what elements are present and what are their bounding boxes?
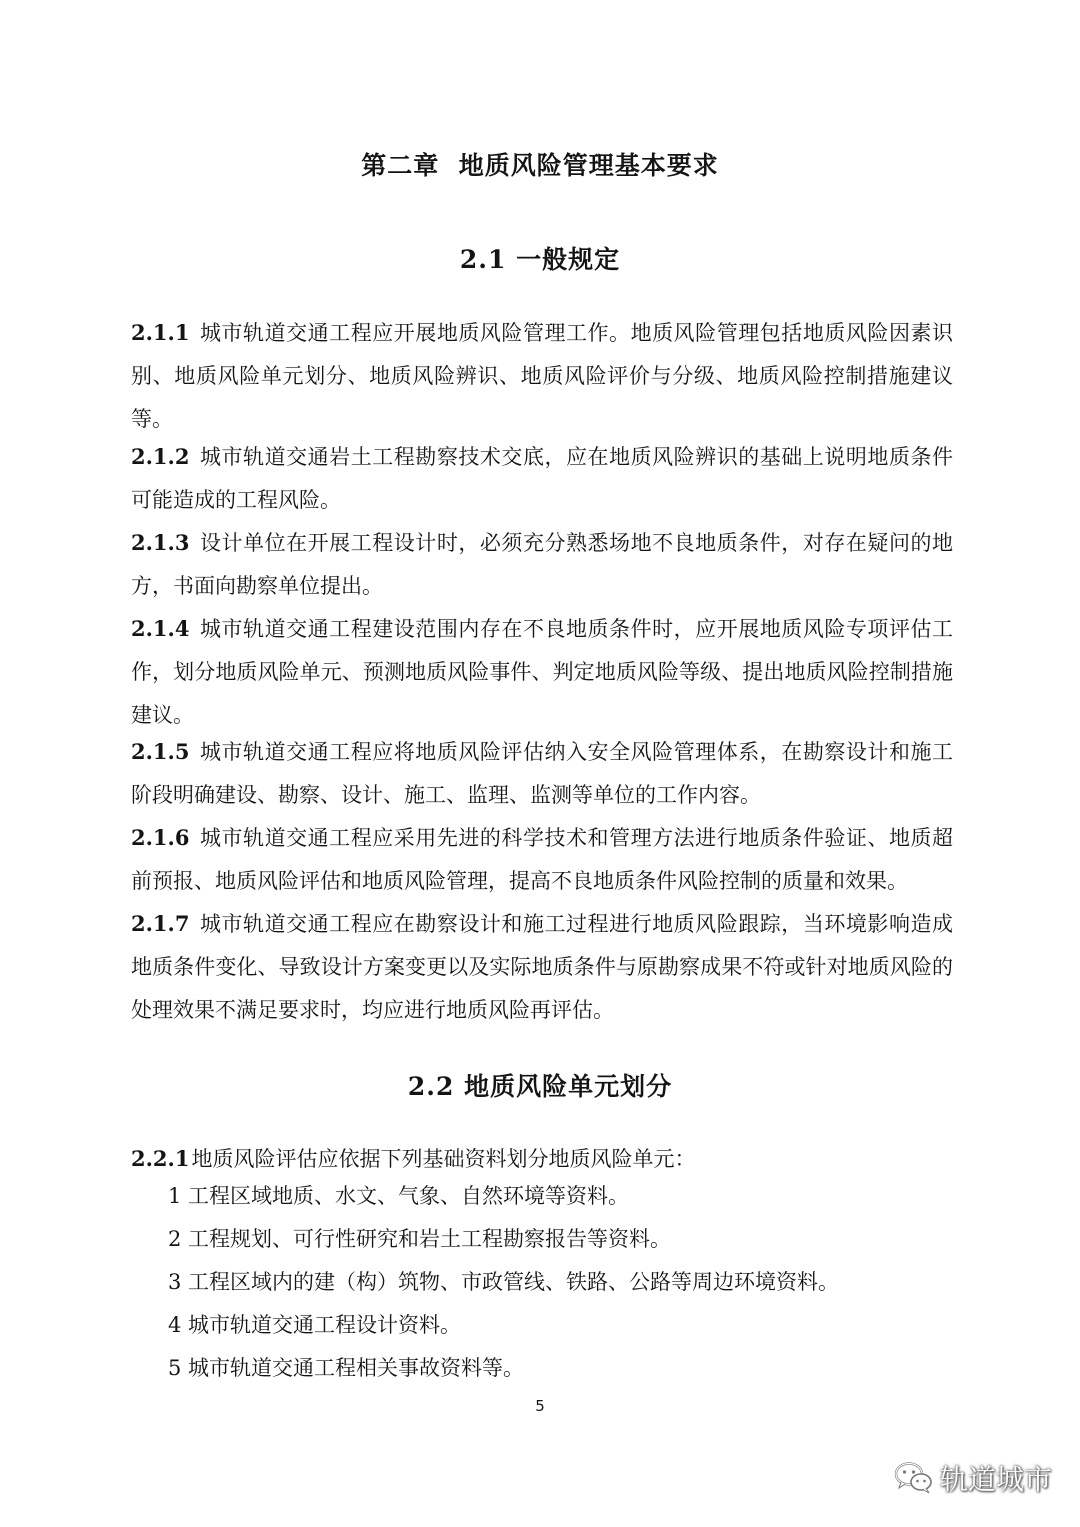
clause-text: 设计单位在开展工程设计时，必须充分熟悉场地不良地质条件，对存在疑问的地方，书面向勘察单位提出。 — [131, 531, 953, 598]
clause-2-2-1 — [131, 1137, 953, 1181]
clause-text: 城市轨道交通岩土工程勘察技术交底，应在地质风险辨识的基础上说明地质条件可能造成的工程风险。 — [131, 445, 953, 512]
clause-number: 2.1.1 — [131, 320, 190, 345]
watermark — [894, 1458, 1052, 1498]
section-title-2-1: 2.1 一般规定 — [459, 245, 621, 274]
chapter-title: 第二章 地质风险管理基本要求 — [361, 151, 719, 180]
list-item: 4 城市轨道交通工程设计资料。 — [168, 1313, 462, 1337]
clause-2-1-3 — [131, 521, 953, 608]
clause-number: 2.2.1 — [131, 1146, 190, 1171]
clause-text: 城市轨道交通工程应采用先进的科学技术和管理方法进行地质条件验证、地质超前预报、地质风险评估和地质风险管理，提高不良地质条件风险控制的质量和效果。 — [131, 826, 953, 893]
clause-2-1-7 — [131, 902, 953, 1032]
clause-2-1-4 — [131, 607, 953, 737]
clause-2-1-1 — [131, 311, 953, 441]
list-item: 2 工程规划、可行性研究和岩土工程勘察报告等资料。 — [168, 1227, 672, 1251]
page-number: 5 — [535, 1397, 545, 1415]
clause-number: 2.1.2 — [131, 444, 190, 469]
clause-text: 城市轨道交通工程建设范围内存在不良地质条件时，应开展地质风险专项评估工作，划分地质风险单元、预测地质风险事件、判定地质风险等级、提出地质风险控制措施建议。 — [131, 617, 953, 727]
clause-number: 2.1.3 — [131, 530, 190, 555]
clause-text: 城市轨道交通工程应在勘察设计和施工过程进行地质风险跟踪，当环境影响造成地质条件变化、导致设计方案变更以及实际地质条件与原勘察成果不符或针对地质风险的处理效果不满足要求时，均应进行地质风险再评估。 — [131, 912, 953, 1022]
clause-text: 城市轨道交通工程应将地质风险评估纳入安全风险管理体系，在勘察设计和施工阶段明确建设、勘察、设计、施工、监理、监测等单位的工作内容。 — [131, 740, 953, 807]
clause-number: 2.1.7 — [131, 911, 190, 936]
watermark-text: 轨道城市 — [940, 1463, 1053, 1496]
list-item: 1 工程区域地质、水文、气象、自然环境等资料。 — [168, 1184, 630, 1208]
clause-2-1-2 — [131, 435, 953, 522]
list-item: 5 城市轨道交通工程相关事故资料等。 — [168, 1356, 525, 1380]
clause-2-1-6 — [131, 816, 953, 903]
list-item: 3 工程区域内的建（构）筑物、市政管线、铁路、公路等周边环境资料。 — [168, 1270, 840, 1294]
wechat-icon — [894, 1461, 934, 1495]
clause-number: 2.1.6 — [131, 825, 190, 850]
clause-text: 地质风险评估应依据下列基础资料划分地质风险单元： — [191, 1147, 696, 1171]
clause-text: 城市轨道交通工程应开展地质风险管理工作。地质风险管理包括地质风险因素识别、地质风险单元划分、地质风险辨识、地质风险评价与分级、地质风险控制措施建议等。 — [131, 321, 953, 431]
clause-2-1-5 — [131, 730, 953, 817]
clause-number: 2.1.5 — [131, 739, 190, 764]
section-title-2-2: 2.2 地质风险单元划分 — [407, 1072, 673, 1101]
clause-number: 2.1.4 — [131, 616, 190, 641]
